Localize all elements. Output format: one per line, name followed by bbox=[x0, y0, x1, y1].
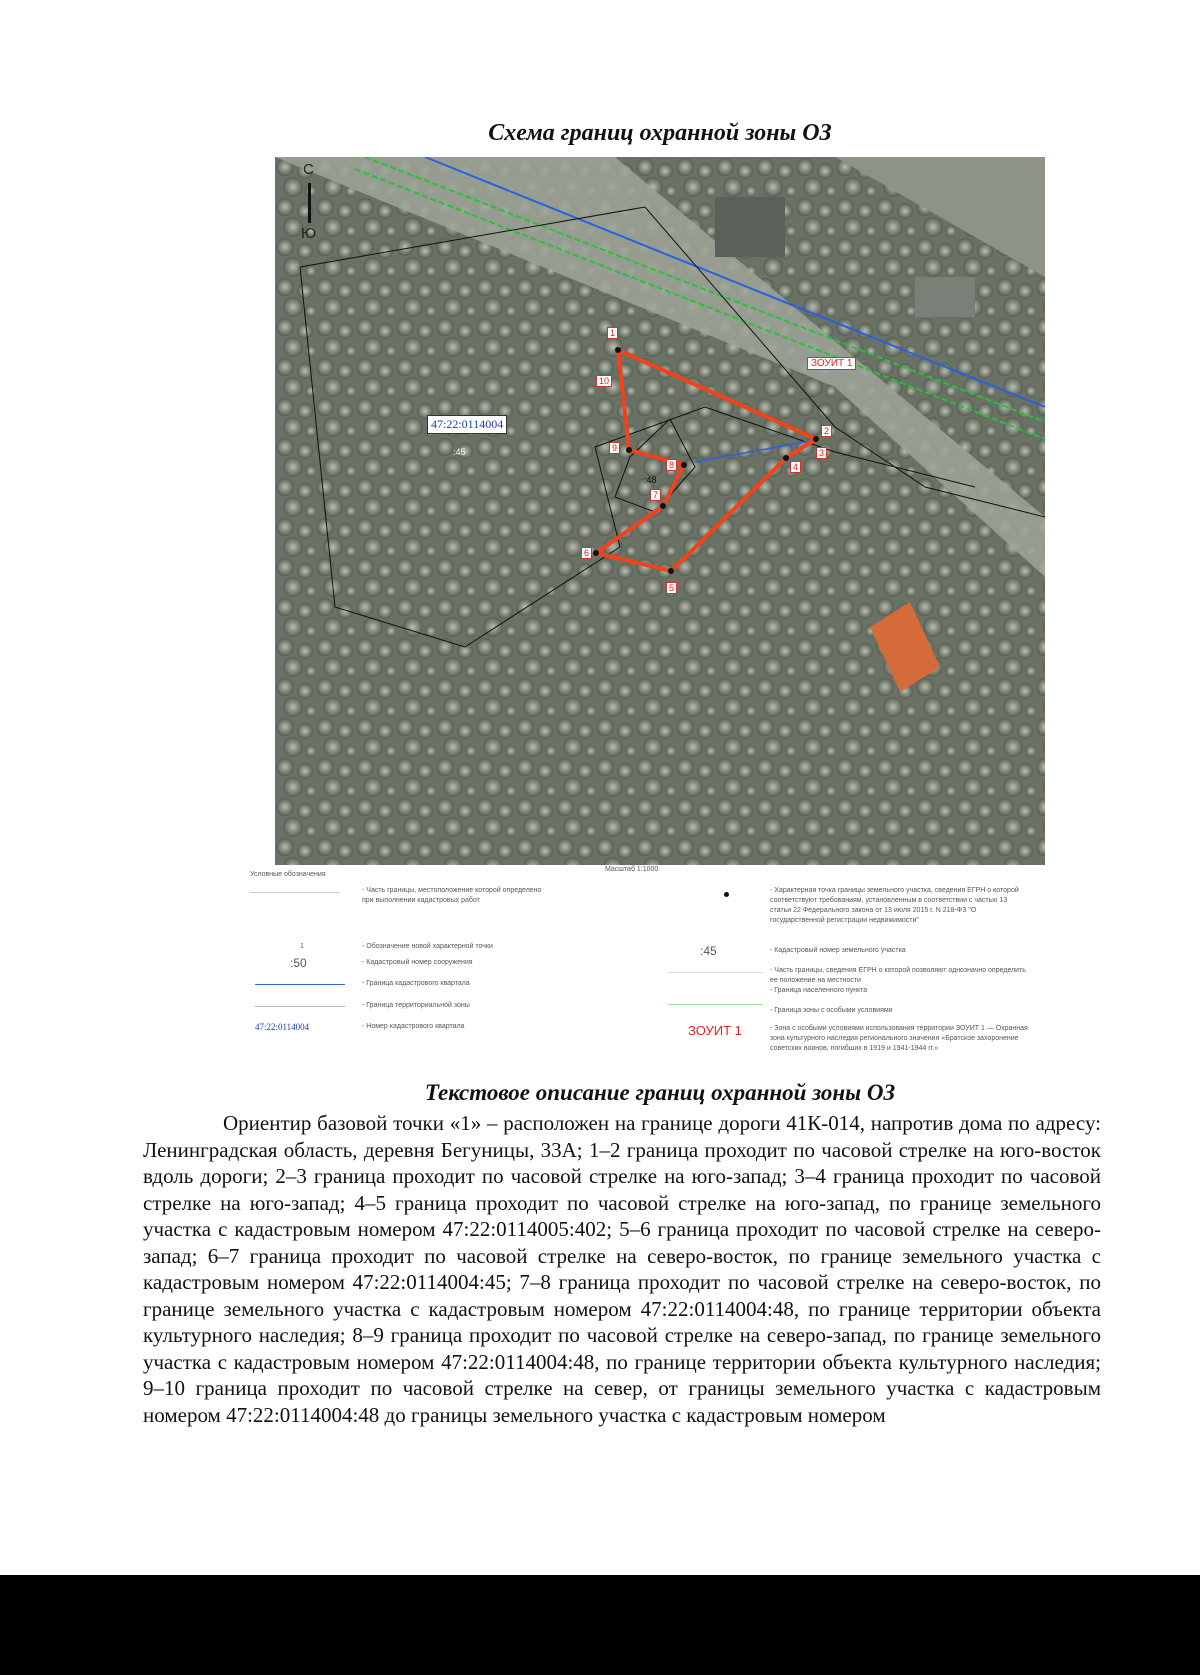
legend-line-known-part bbox=[668, 972, 763, 973]
compass-arrow bbox=[308, 183, 311, 223]
legend-line-cadastral-part bbox=[250, 892, 340, 893]
point-7 bbox=[660, 503, 666, 509]
legend-sample-quarter: 47:22:0114004 bbox=[255, 1022, 310, 1032]
building bbox=[715, 197, 785, 257]
legend-item: - Обозначение новой характерной точки bbox=[362, 943, 493, 950]
legend-line-zone bbox=[668, 1004, 763, 1005]
point-label-1: 1 bbox=[607, 327, 618, 339]
legend-item: - Кадастровый номер сооружения bbox=[362, 959, 473, 966]
legend-item: - Зона с особыми условиями использования территории ЗОУИТ 1 — Охранная зона культурного наследия регионального значения «Братское захоронение советских воинов, погибших в 1919 и 1941-1944 гг.» bbox=[770, 1025, 1028, 1052]
point-5 bbox=[668, 568, 674, 574]
legend-heading: Условные обозначения bbox=[250, 871, 326, 878]
zone-label: ЗОУИТ 1 bbox=[807, 357, 856, 370]
map-scale: Масштаб 1:1000 bbox=[605, 866, 659, 873]
point-4 bbox=[783, 455, 789, 461]
compass-south-label: Ю bbox=[301, 225, 317, 242]
legend-sample-structure: :50 bbox=[290, 956, 307, 970]
legend-item: - Граница кадастрового квартала bbox=[362, 980, 470, 987]
point-label-3: 3 bbox=[816, 447, 827, 459]
legend-sample-zone: ЗОУИТ 1 bbox=[688, 1023, 742, 1038]
legend-item: - Граница зоны с особыми условиями bbox=[770, 1007, 893, 1014]
legend-item: - Граница территориальной зоны bbox=[362, 1002, 470, 1009]
compass-north-label: С bbox=[303, 161, 314, 178]
legend-sample-point bbox=[724, 892, 729, 897]
aerial-map bbox=[275, 157, 1045, 865]
point-1 bbox=[615, 347, 621, 353]
legend-item: - Номер кадастрового квартала bbox=[362, 1023, 465, 1030]
legend-sample-new-point: 1 bbox=[300, 943, 304, 950]
map-svg bbox=[275, 157, 1045, 865]
parcel-45-label: :45 bbox=[453, 447, 466, 457]
point-2 bbox=[813, 436, 819, 442]
point-6 bbox=[593, 550, 599, 556]
point-label-2: 2 bbox=[821, 425, 832, 437]
scheme-title: Схема границ охранной зоны ОЗ bbox=[488, 120, 832, 146]
scan-black-band bbox=[0, 1575, 1200, 1675]
point-label-10: 10 bbox=[596, 375, 612, 387]
legend-item: - Характерная точка границы земельного участка, сведения ЕГРН о которой соответствуют требованиям, установленным в соответствии с частью 13 статьи 22 Федерального закона от 13 июля 2015 г. N 218-ФЗ "О государственной регистрации недвижимости" bbox=[770, 887, 1019, 924]
description-title: Текстовое описание границ охранной зоны ОЗ bbox=[424, 1080, 896, 1105]
parcel-48-label: :48 bbox=[644, 475, 657, 485]
legend-sample-parcel: :45 bbox=[700, 944, 717, 958]
description-text: Ориентир базовой точки «1» – расположен на границе дороги 41К-014, напротив дома по адресу: Ленинградская область, деревня Бегуницы, 33А; 1–2 граница проходит по часовой стрелке на юго-восток вдоль дороги; 2–3 граница проходит по часовой стрелке на юго-запад; 3–4 граница проходит по часовой стрелке на юго-запад; 4–5 граница проходит по часовой стрелке на юго-запад, по границе земельного участка с кадастровым номером 47:22:0114005:402; 5–6 граница проходит по часовой стрелке на северо-запад; 6–7 граница проходит по часовой стрелке на северо-восток, по границе земельного участка с кадастровым номером 47:22:0114004:45; 7–8 граница проходит по часовой стрелке на северо-восток, по границе земельного участка с кадастровым номером 47:22:0114004:48, по границе территории объекта культурного наследия; 8–9 граница проходит по часовой стрелке на северо-запад, по границе земельного участка с кадастровым номером 47:22:0114004:48, по границе территории объекта культурного наследия; 9–10 граница проходит по часовой стрелке на север, от границы земельного участка с кадастровым номером 47:22:0114004:48 до границы земельного участка с кадастровым номером bbox=[143, 1111, 1101, 1427]
point-label-9: 9 bbox=[609, 442, 620, 454]
legend-item: - Граница населенного пункта bbox=[770, 987, 868, 994]
point-label-6: 6 bbox=[581, 547, 592, 559]
legend-line-quarter bbox=[255, 984, 345, 985]
compass bbox=[299, 161, 323, 241]
point-label-8: 8 bbox=[666, 459, 677, 471]
legend bbox=[250, 866, 1040, 1076]
legend-item: - Часть границы, местоположение которой определено при выполнении кадастровых работ bbox=[362, 887, 542, 904]
legend-line-territorial bbox=[255, 1006, 345, 1007]
point-8 bbox=[681, 462, 687, 468]
building bbox=[915, 277, 975, 317]
point-label-4: 4 bbox=[790, 461, 801, 473]
point-9 bbox=[626, 447, 632, 453]
quarter-label: 47:22:0114004 bbox=[427, 415, 507, 434]
point-label-7: 7 bbox=[650, 489, 661, 501]
legend-item: - Кадастровый номер земельного участка bbox=[770, 947, 906, 954]
point-label-5: 5 bbox=[666, 582, 677, 594]
legend-item: - Часть границы, сведения ЕГРН о которой позволяют однозначно определить ее положение на местности bbox=[770, 967, 1026, 984]
